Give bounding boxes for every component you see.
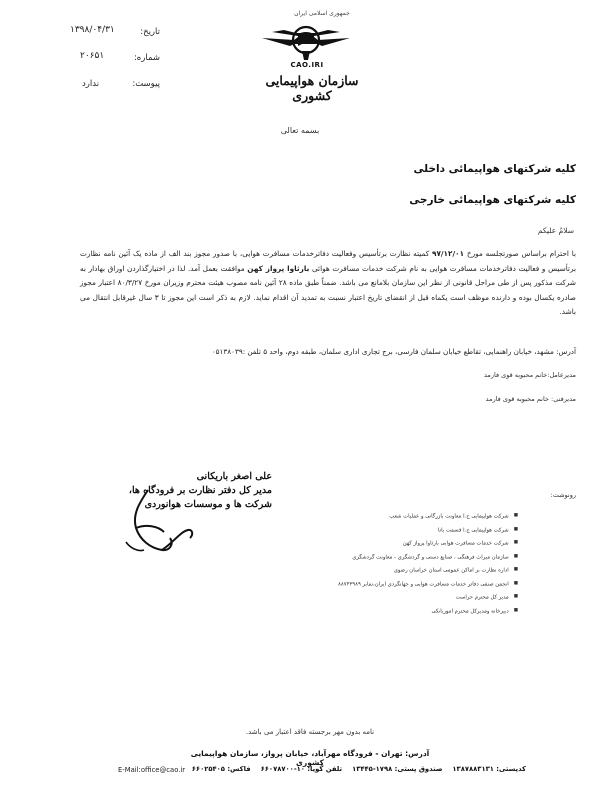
date-value: ۱۳۹۸/۰۴/۳۱ — [70, 25, 115, 35]
signatory-title-2: شرکت ها و موسسات هوانوردی — [144, 499, 272, 510]
body-part-2: کمیته نظارت برتأسیس وفعالیت دفاترخدمات مسافرت هوایی، با صدور مجوز بند الف از ماده یک آئین نامه نظارت برتأسیس و فعالیت دفاترخدمات مسافرت هوایی به نام شرکت خدمات مسافرت هوائی — [80, 249, 577, 273]
cc-item: ■ شرکت هواپیمایی ج.ا قسمت یاتا — [300, 523, 518, 537]
org-name: سازمان هواپیمایی کشوری — [265, 73, 359, 103]
company-address: آدرس: مشهد، خیابان راهنمایی، تقاطع خیابان سلمان فارسی، برج تجاری اداری سلمان، طبقه دوم، واحد ۵ تلفن :۰۵۱۳۸۰۳۹ — [211, 347, 576, 356]
cc-list — [300, 509, 518, 617]
cc-item: ■ اداره نظارت بر اماکن عمومی استان خراسان رضوی — [300, 563, 518, 577]
number-label: شماره: — [133, 53, 160, 63]
footer-postal-code: کدپستی: ۱۳۸۷۸۸۳۱۳۱ — [452, 765, 526, 773]
logo-code: CAO.IRI — [290, 61, 324, 69]
signatory-title-1: مدیر کل دفتر نظارت بر فرودگاه ها، — [128, 485, 272, 496]
body-part-3: موافقت بعمل آمد. لذا در اختیارگذاردن اوراق بهادار به شرکت مذکور پس از طی مراحل قانونی از نظر این سازمان بلامانع می باشد. ضمناً طبق ماده ۲۸ آئین نامه مصوب هیئت محترم وزیران مورخ ۸۰/۳/۲۷ اعتبار مجوز صادره یکسال بوده و دارنده موظف است یکماه قبل از انقضای تاریخ اعتبار نسبت به تمدید آن اقدام نماید. لازم به ذکر است این مجوز تا ۳ سال غیرقابل انتقال می باشد. — [80, 263, 576, 316]
cc-item: ■ شرکت هواپیمایی ج.ا معاونت بازرگانی و عملیات شعب — [300, 509, 518, 523]
attachment-label: پیوست: — [132, 79, 160, 89]
body-date: ۹۷/۱۲/۰۱ — [431, 249, 465, 258]
recipient-foreign: کلیه شرکتهای هواپیمائی خارجی — [409, 194, 576, 206]
cao-logo-icon — [258, 18, 354, 64]
cc-item: ■ انجمن صنفی دفاتر خدمات مسافرت هوایی و جهانگردی ایران،نمابر ۸۸۷۴۳۹۸۹ — [300, 577, 518, 591]
body-part-1: با احترام براساس صورتجلسه مورخ — [464, 249, 576, 258]
cc-item: ■ شرکت خدمات مسافرت هوایی بارثاوا پرواز کهن — [300, 536, 518, 550]
cc-item: ■ دبیرخانه ومدیرکل محترم اموربانکی — [300, 604, 518, 618]
signatory-name: علی اصغر باریکانی — [196, 471, 272, 482]
cc-item: ■ سازمان میراث فرهنگی ، صنایع دستی و گردشگری - معاونت گردشگری — [300, 550, 518, 564]
body-paragraph — [80, 247, 576, 320]
handwritten-signature — [118, 480, 208, 560]
footer-fax: فاکس: ۶۶۰۲۵۴۰۵ — [191, 765, 251, 773]
technical-manager-line: مدیرفنی: خانم محبوبه قوی فارمد — [485, 395, 576, 403]
cc-title: رونوشت: — [550, 491, 576, 499]
recipient-domestic: کلیه شرکتهای هواپیمائی داخلی — [413, 163, 576, 175]
greeting: سلامٌ علیکم — [537, 226, 574, 235]
date-label: تاریخ: — [140, 27, 160, 37]
footer-po-box: صندوق پستی: ۱۷۹۸-۱۳۴۴۵ — [352, 765, 443, 773]
attachment-value: ندارد — [82, 79, 100, 89]
ceo-line: مدیرعامل:خانم محبوبه قوی فارمد — [483, 371, 576, 379]
stamp-validity-note: نامه بدون مهر برجسته فاقد اعتبار می باشد. — [245, 728, 375, 736]
number-value: ۲۰۶۵۱ — [80, 51, 105, 61]
footer-email[interactable]: E-Mail:office@cao.ir — [118, 766, 186, 774]
footer-phone: تلفن گویا: ۱۰-۶۶۰۷۸۷۰۰ — [260, 765, 343, 773]
body-company: بارثاوا پرواز کهن — [247, 263, 310, 273]
cc-item: ■ مدیر کل محترم حراست — [300, 590, 518, 604]
basmala: بسمه تعالی — [280, 126, 320, 135]
logo-top-text: جمهوری اسلامی ایران — [294, 10, 350, 17]
footer-address: آدرس: تهران - فرودگاه مهرآباد، خیابان پرواز، سازمان هواپیمایی کشوری — [190, 749, 430, 767]
